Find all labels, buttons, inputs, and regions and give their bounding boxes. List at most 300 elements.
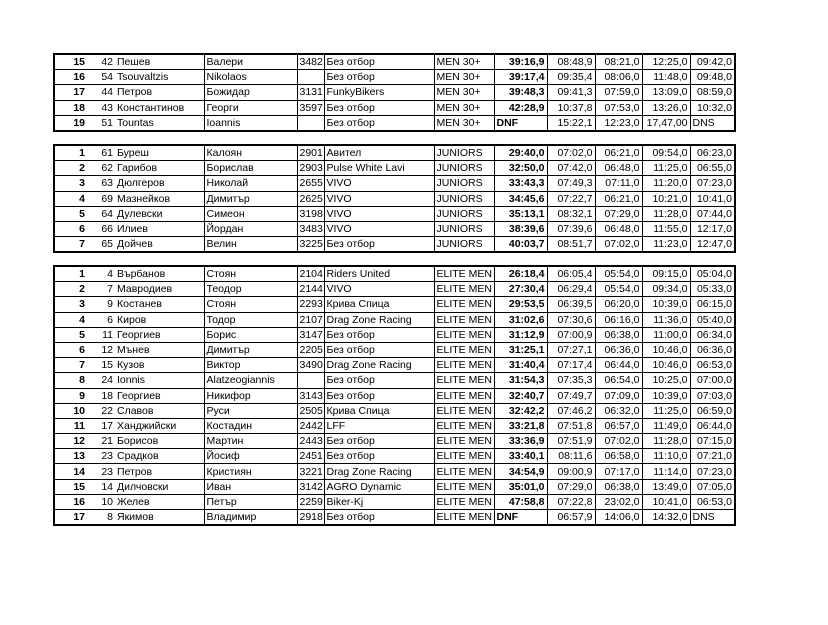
cell-lap4: 06:15,0	[690, 297, 735, 312]
cell-license: 2451	[297, 449, 324, 464]
cell-category: ELITE MEN	[434, 434, 494, 449]
cell-total-time: 39:16,9	[494, 54, 547, 70]
table-row	[54, 494, 735, 509]
cell-license: 2655	[297, 176, 324, 191]
cell-lap2: 06:48,0	[595, 161, 642, 176]
cell-lap2: 06:58,0	[595, 449, 642, 464]
cell-bib: 10	[89, 494, 115, 509]
cell-lap4: 07:23,0	[690, 464, 735, 479]
cell-bib: 23	[89, 449, 115, 464]
cell-lap4: 06:44,0	[690, 418, 735, 433]
cell-lap3: 09:34,0	[642, 282, 690, 297]
cell-category: ELITE MEN	[434, 327, 494, 342]
cell-bib: 17	[89, 418, 115, 433]
cell-place: 5	[54, 206, 89, 221]
cell-lap1: 10:37,8	[547, 100, 595, 115]
cell-team: Drag Zone Racing	[324, 312, 434, 327]
cell-lap2: 23:02,0	[595, 494, 642, 509]
cell-lap2: 05:54,0	[595, 266, 642, 282]
cell-lap1: 08:51,7	[547, 237, 595, 253]
cell-first-name: Николай	[204, 176, 297, 191]
table-row	[54, 464, 735, 479]
table-row	[54, 327, 735, 342]
cell-category: ELITE MEN	[434, 494, 494, 509]
cell-lap4: DNS	[690, 115, 735, 131]
cell-license: 3483	[297, 221, 324, 236]
cell-first-name: Георги	[204, 100, 297, 115]
cell-lap1: 07:22,7	[547, 191, 595, 206]
cell-lap3: 09:54,0	[642, 145, 690, 161]
cell-license: 2442	[297, 418, 324, 433]
cell-lap3: 11:36,0	[642, 312, 690, 327]
cell-license: 2918	[297, 510, 324, 526]
cell-team: Крива Спица	[324, 297, 434, 312]
cell-lap4: 06:34,0	[690, 327, 735, 342]
results-table-juniors	[53, 144, 736, 253]
table-row	[54, 358, 735, 373]
cell-last-name: Костанев	[115, 297, 204, 312]
cell-total-time: 31:02,6	[494, 312, 547, 327]
cell-last-name: Дойчев	[115, 237, 204, 253]
cell-team: VIVO	[324, 221, 434, 236]
cell-category: JUNIORS	[434, 237, 494, 253]
cell-bib: 22	[89, 403, 115, 418]
cell-lap2: 05:54,0	[595, 282, 642, 297]
cell-first-name: Йордан	[204, 221, 297, 236]
cell-bib: 9	[89, 297, 115, 312]
cell-team: Авител	[324, 145, 434, 161]
cell-total-time: 31:25,1	[494, 342, 547, 357]
cell-bib: 65	[89, 237, 115, 253]
cell-category: ELITE MEN	[434, 297, 494, 312]
cell-last-name: Киров	[115, 312, 204, 327]
cell-first-name: Nikolaos	[204, 70, 297, 85]
cell-lap1: 07:00,9	[547, 327, 595, 342]
cell-bib: 8	[89, 510, 115, 526]
cell-total-time: 29:53,5	[494, 297, 547, 312]
cell-place: 7	[54, 237, 89, 253]
cell-lap1: 09:41,3	[547, 85, 595, 100]
cell-last-name: Илиев	[115, 221, 204, 236]
cell-place: 3	[54, 297, 89, 312]
cell-team: Без отбор	[324, 342, 434, 357]
cell-last-name: Кузов	[115, 358, 204, 373]
cell-first-name: Костадин	[204, 418, 297, 433]
cell-lap4: 06:36,0	[690, 342, 735, 357]
cell-category: MEN 30+	[434, 100, 494, 115]
cell-first-name: Никифор	[204, 388, 297, 403]
cell-first-name: Стоян	[204, 266, 297, 282]
table-row	[54, 206, 735, 221]
cell-team: Pulse White Lavi	[324, 161, 434, 176]
cell-total-time: 33:21,8	[494, 418, 547, 433]
cell-total-time: 31:12,9	[494, 327, 547, 342]
cell-team: Без отбор	[324, 70, 434, 85]
cell-bib: 4	[89, 266, 115, 282]
cell-lap3: 14:32,0	[642, 510, 690, 526]
cell-license: 3131	[297, 85, 324, 100]
cell-lap4: DNS	[690, 510, 735, 526]
cell-lap1: 07:51,9	[547, 434, 595, 449]
cell-category: JUNIORS	[434, 145, 494, 161]
cell-lap3: 10:39,0	[642, 297, 690, 312]
table-row	[54, 266, 735, 282]
cell-place: 19	[54, 115, 89, 131]
table-row	[54, 237, 735, 253]
cell-license: 3490	[297, 358, 324, 373]
cell-place: 10	[54, 403, 89, 418]
cell-team: Riders United	[324, 266, 434, 282]
cell-bib: 7	[89, 282, 115, 297]
cell-lap1: 15:22,1	[547, 115, 595, 131]
cell-last-name: Дилчовски	[115, 479, 204, 494]
cell-team: Без отбор	[324, 373, 434, 388]
cell-lap1: 06:29,4	[547, 282, 595, 297]
cell-last-name: Tountas	[115, 115, 204, 131]
cell-last-name: Борисов	[115, 434, 204, 449]
cell-lap4: 09:48,0	[690, 70, 735, 85]
cell-lap2: 06:16,0	[595, 312, 642, 327]
cell-category: MEN 30+	[434, 70, 494, 85]
cell-place: 16	[54, 494, 89, 509]
cell-license: 3142	[297, 479, 324, 494]
cell-team: LFF	[324, 418, 434, 433]
cell-lap1: 07:17,4	[547, 358, 595, 373]
cell-place: 9	[54, 388, 89, 403]
cell-lap3: 10:46,0	[642, 358, 690, 373]
cell-first-name: Петър	[204, 494, 297, 509]
cell-lap1: 07:42,0	[547, 161, 595, 176]
cell-total-time: 34:45,6	[494, 191, 547, 206]
cell-first-name: Борис	[204, 327, 297, 342]
cell-lap2: 06:38,0	[595, 327, 642, 342]
cell-team: Без отбор	[324, 510, 434, 526]
cell-last-name: Желев	[115, 494, 204, 509]
cell-lap4: 07:15,0	[690, 434, 735, 449]
cell-lap1: 07:46,2	[547, 403, 595, 418]
cell-first-name: Йосиф	[204, 449, 297, 464]
cell-total-time: 39:17,4	[494, 70, 547, 85]
cell-license: 3597	[297, 100, 324, 115]
table-row	[54, 161, 735, 176]
cell-lap2: 06:48,0	[595, 221, 642, 236]
table-row	[54, 312, 735, 327]
cell-lap1: 07:02,0	[547, 145, 595, 161]
cell-category: MEN 30+	[434, 54, 494, 70]
cell-lap4: 08:59,0	[690, 85, 735, 100]
cell-lap1: 07:30,6	[547, 312, 595, 327]
table-row	[54, 403, 735, 418]
cell-place: 6	[54, 221, 89, 236]
cell-team: Drag Zone Racing	[324, 464, 434, 479]
cell-lap4: 06:23,0	[690, 145, 735, 161]
cell-lap3: 09:15,0	[642, 266, 690, 282]
cell-last-name: Мънев	[115, 342, 204, 357]
cell-lap1: 07:51,8	[547, 418, 595, 433]
cell-bib: 54	[89, 70, 115, 85]
cell-lap1: 07:35,3	[547, 373, 595, 388]
cell-lap3: 13:09,0	[642, 85, 690, 100]
cell-place: 2	[54, 161, 89, 176]
cell-total-time: 27:30,4	[494, 282, 547, 297]
cell-lap4: 10:32,0	[690, 100, 735, 115]
cell-total-time: 33:36,9	[494, 434, 547, 449]
cell-bib: 61	[89, 145, 115, 161]
cell-category: ELITE MEN	[434, 282, 494, 297]
cell-lap1: 06:39,5	[547, 297, 595, 312]
cell-place: 14	[54, 464, 89, 479]
cell-bib: 12	[89, 342, 115, 357]
cell-lap4: 06:53,0	[690, 358, 735, 373]
cell-lap4: 07:21,0	[690, 449, 735, 464]
cell-first-name: Борислав	[204, 161, 297, 176]
cell-bib: 51	[89, 115, 115, 131]
cell-team: Крива Спица	[324, 403, 434, 418]
cell-last-name: Ханджийски	[115, 418, 204, 433]
cell-lap2: 06:38,0	[595, 479, 642, 494]
cell-lap3: 11:49,0	[642, 418, 690, 433]
cell-total-time: 38:39,6	[494, 221, 547, 236]
table-row	[54, 191, 735, 206]
cell-team: VIVO	[324, 282, 434, 297]
table-row	[54, 479, 735, 494]
cell-last-name: Срадков	[115, 449, 204, 464]
cell-category: ELITE MEN	[434, 388, 494, 403]
cell-lap1: 06:57,9	[547, 510, 595, 526]
cell-first-name: Велин	[204, 237, 297, 253]
cell-lap1: 08:11,6	[547, 449, 595, 464]
cell-license: 2505	[297, 403, 324, 418]
cell-lap2: 07:29,0	[595, 206, 642, 221]
cell-first-name: Владимир	[204, 510, 297, 526]
cell-team: AGRO Dynamic	[324, 479, 434, 494]
cell-last-name: Tsouvaltzis	[115, 70, 204, 85]
cell-first-name: Руси	[204, 403, 297, 418]
cell-lap2: 07:17,0	[595, 464, 642, 479]
cell-category: ELITE MEN	[434, 418, 494, 433]
cell-lap2: 06:20,0	[595, 297, 642, 312]
cell-lap4: 10:41,0	[690, 191, 735, 206]
cell-first-name: Мартин	[204, 434, 297, 449]
cell-lap4: 06:53,0	[690, 494, 735, 509]
cell-lap2: 12:23,0	[595, 115, 642, 131]
cell-bib: 21	[89, 434, 115, 449]
cell-lap2: 07:02,0	[595, 434, 642, 449]
cell-last-name: Константинов	[115, 100, 204, 115]
cell-total-time: 40:03,7	[494, 237, 547, 253]
cell-license	[297, 115, 324, 131]
cell-first-name: Теодор	[204, 282, 297, 297]
cell-team: Без отбор	[324, 327, 434, 342]
cell-place: 2	[54, 282, 89, 297]
cell-last-name: Дюлгеров	[115, 176, 204, 191]
cell-lap3: 10:46,0	[642, 342, 690, 357]
cell-lap3: 11:28,0	[642, 434, 690, 449]
table-row	[54, 70, 735, 85]
table-row	[54, 176, 735, 191]
cell-license: 2259	[297, 494, 324, 509]
cell-place: 3	[54, 176, 89, 191]
cell-first-name: Alatzeogiannis	[204, 373, 297, 388]
cell-total-time: 31:40,4	[494, 358, 547, 373]
cell-license: 2625	[297, 191, 324, 206]
cell-license: 2901	[297, 145, 324, 161]
cell-bib: 43	[89, 100, 115, 115]
cell-lap4: 09:42,0	[690, 54, 735, 70]
cell-total-time: 32:50,0	[494, 161, 547, 176]
cell-place: 4	[54, 312, 89, 327]
cell-total-time: 33:40,1	[494, 449, 547, 464]
cell-total-time: 32:40,7	[494, 388, 547, 403]
cell-lap2: 07:53,0	[595, 100, 642, 115]
cell-team: Без отбор	[324, 115, 434, 131]
cell-total-time: 29:40,0	[494, 145, 547, 161]
cell-lap4: 07:03,0	[690, 388, 735, 403]
cell-lap1: 07:29,0	[547, 479, 595, 494]
cell-team: Без отбор	[324, 100, 434, 115]
cell-bib: 69	[89, 191, 115, 206]
table-row	[54, 342, 735, 357]
cell-total-time: DNF	[494, 115, 547, 131]
cell-team: VIVO	[324, 176, 434, 191]
cell-lap4: 05:40,0	[690, 312, 735, 327]
cell-last-name: Георгиев	[115, 388, 204, 403]
cell-last-name: Георгиев	[115, 327, 204, 342]
cell-lap3: 10:39,0	[642, 388, 690, 403]
cell-lap4: 05:04,0	[690, 266, 735, 282]
cell-category: ELITE MEN	[434, 403, 494, 418]
cell-category: ELITE MEN	[434, 510, 494, 526]
cell-last-name: Петров	[115, 464, 204, 479]
cell-lap3: 11:25,0	[642, 161, 690, 176]
cell-total-time: 31:54,3	[494, 373, 547, 388]
cell-last-name: Петров	[115, 85, 204, 100]
cell-category: MEN 30+	[434, 85, 494, 100]
cell-license: 3147	[297, 327, 324, 342]
cell-lap1: 08:48,9	[547, 54, 595, 70]
cell-license: 2293	[297, 297, 324, 312]
cell-lap2: 07:11,0	[595, 176, 642, 191]
cell-lap3: 13:26,0	[642, 100, 690, 115]
cell-lap3: 10:21,0	[642, 191, 690, 206]
cell-place: 5	[54, 327, 89, 342]
cell-category: ELITE MEN	[434, 312, 494, 327]
cell-place: 8	[54, 373, 89, 388]
cell-category: JUNIORS	[434, 176, 494, 191]
cell-first-name: Симеон	[204, 206, 297, 221]
cell-license: 3221	[297, 464, 324, 479]
cell-license: 2107	[297, 312, 324, 327]
cell-lap1: 07:49,3	[547, 176, 595, 191]
cell-bib: 44	[89, 85, 115, 100]
cell-bib: 64	[89, 206, 115, 221]
cell-category: ELITE MEN	[434, 479, 494, 494]
cell-lap3: 11:10,0	[642, 449, 690, 464]
cell-category: ELITE MEN	[434, 342, 494, 357]
cell-place: 4	[54, 191, 89, 206]
cell-bib: 66	[89, 221, 115, 236]
cell-lap3: 11:14,0	[642, 464, 690, 479]
cell-lap1: 07:22,8	[547, 494, 595, 509]
table-row	[54, 297, 735, 312]
cell-bib: 23	[89, 464, 115, 479]
table-row	[54, 373, 735, 388]
cell-place: 17	[54, 510, 89, 526]
table-row	[54, 434, 735, 449]
cell-total-time: 42:28,9	[494, 100, 547, 115]
table-row	[54, 221, 735, 236]
cell-place: 11	[54, 418, 89, 433]
cell-total-time: 39:48,3	[494, 85, 547, 100]
cell-bib: 24	[89, 373, 115, 388]
table-row	[54, 418, 735, 433]
cell-lap4: 12:47,0	[690, 237, 735, 253]
cell-place: 13	[54, 449, 89, 464]
table-row	[54, 510, 735, 526]
cell-category: JUNIORS	[434, 191, 494, 206]
cell-place: 15	[54, 479, 89, 494]
cell-license: 2443	[297, 434, 324, 449]
cell-first-name: Димитър	[204, 191, 297, 206]
cell-license	[297, 373, 324, 388]
cell-lap1: 06:05,4	[547, 266, 595, 282]
cell-team: Без отбор	[324, 434, 434, 449]
cell-team: Без отбор	[324, 54, 434, 70]
cell-lap2: 07:09,0	[595, 388, 642, 403]
cell-category: ELITE MEN	[434, 464, 494, 479]
cell-last-name: Буреш	[115, 145, 204, 161]
cell-lap1: 07:49,7	[547, 388, 595, 403]
cell-first-name: Ioannis	[204, 115, 297, 131]
cell-bib: 15	[89, 358, 115, 373]
cell-lap2: 08:21,0	[595, 54, 642, 70]
cell-lap4: 07:23,0	[690, 176, 735, 191]
cell-license	[297, 70, 324, 85]
cell-first-name: Кристиян	[204, 464, 297, 479]
table-row	[54, 282, 735, 297]
cell-team: Без отбор	[324, 388, 434, 403]
cell-lap3: 11:00,0	[642, 327, 690, 342]
cell-last-name: Ionnis	[115, 373, 204, 388]
cell-lap3: 11:20,0	[642, 176, 690, 191]
cell-license: 2144	[297, 282, 324, 297]
cell-lap3: 11:23,0	[642, 237, 690, 253]
cell-bib: 63	[89, 176, 115, 191]
cell-total-time: DNF	[494, 510, 547, 526]
cell-team: Biker-Kj	[324, 494, 434, 509]
cell-bib: 18	[89, 388, 115, 403]
cell-lap3: 11:28,0	[642, 206, 690, 221]
cell-lap4: 06:59,0	[690, 403, 735, 418]
cell-license: 3225	[297, 237, 324, 253]
cell-total-time: 34:54,9	[494, 464, 547, 479]
cell-lap4: 07:44,0	[690, 206, 735, 221]
cell-lap3: 10:41,0	[642, 494, 690, 509]
cell-lap2: 14:06,0	[595, 510, 642, 526]
cell-lap2: 06:21,0	[595, 191, 642, 206]
cell-place: 7	[54, 358, 89, 373]
cell-team: Drag Zone Racing	[324, 358, 434, 373]
cell-lap3: 11:25,0	[642, 403, 690, 418]
cell-lap2: 06:32,0	[595, 403, 642, 418]
cell-lap2: 06:44,0	[595, 358, 642, 373]
cell-lap3: 11:48,0	[642, 70, 690, 85]
cell-lap4: 07:05,0	[690, 479, 735, 494]
table-row	[54, 388, 735, 403]
cell-lap2: 06:36,0	[595, 342, 642, 357]
cell-place: 18	[54, 100, 89, 115]
cell-total-time: 47:58,8	[494, 494, 547, 509]
